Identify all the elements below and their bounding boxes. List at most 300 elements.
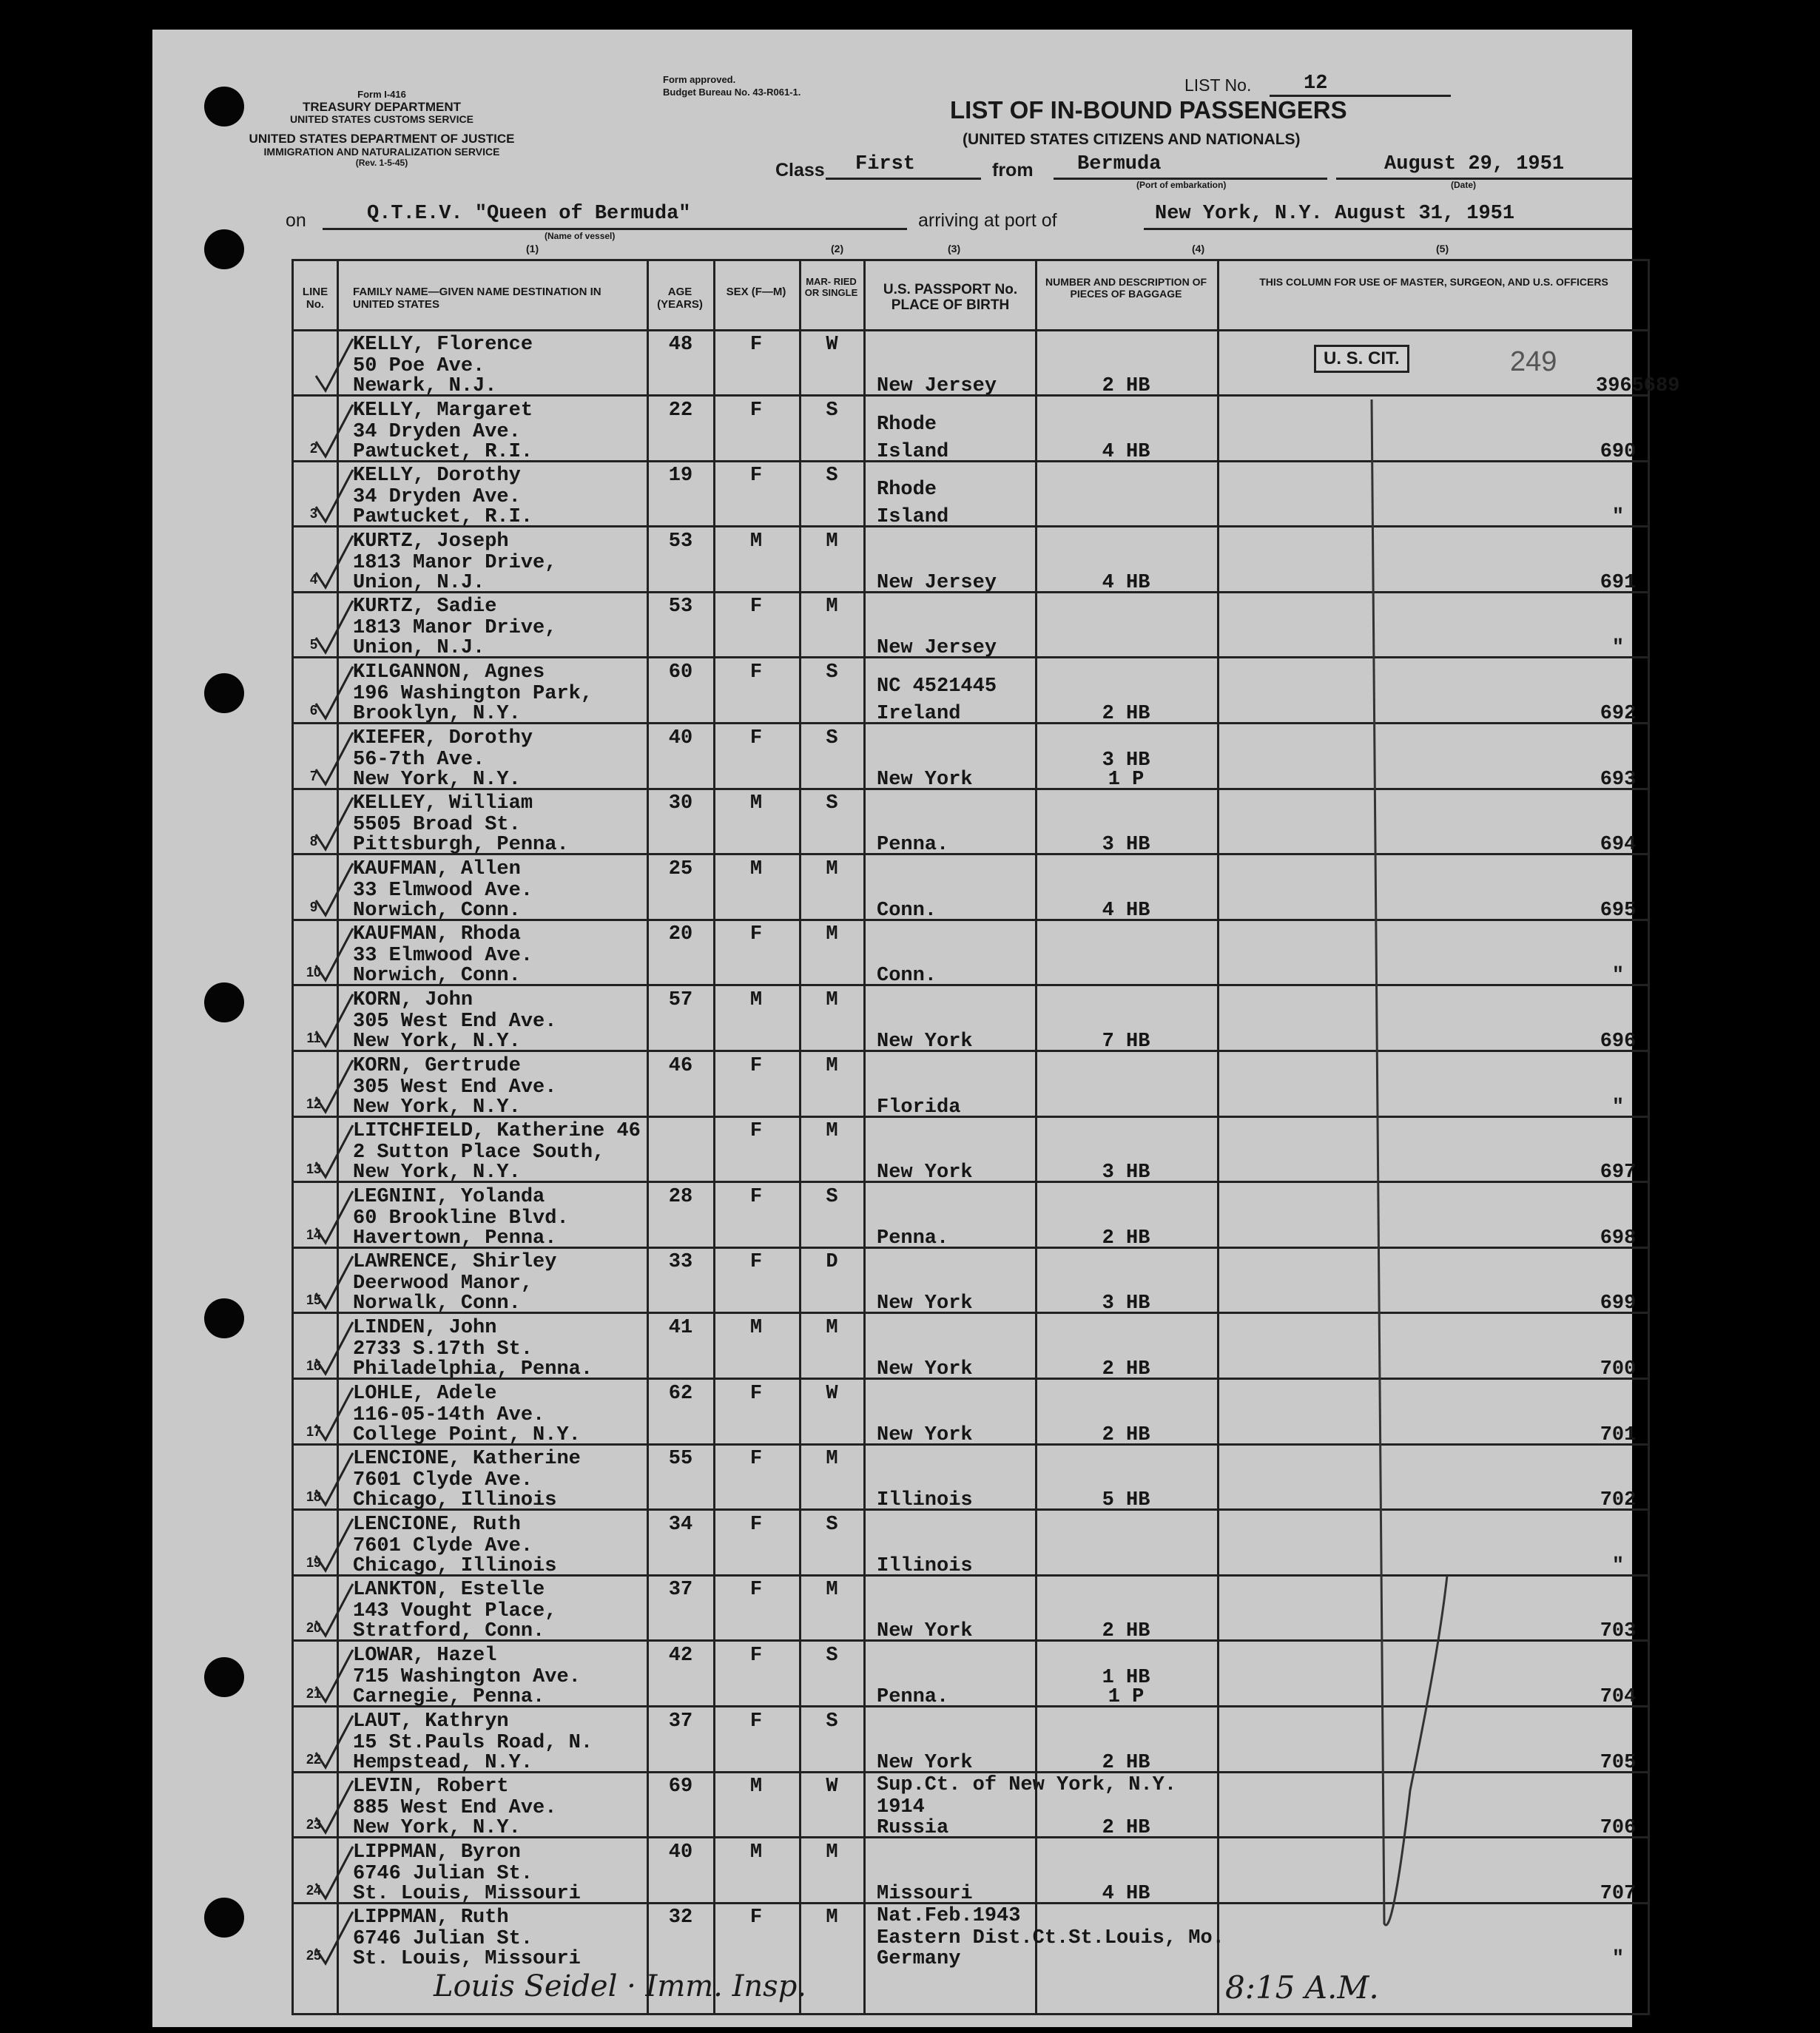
cell-pp2: New Jersey: [877, 637, 997, 660]
cell-addr2: New York, N.Y.: [353, 1162, 521, 1184]
cell-pp-mid: 1914: [877, 1796, 925, 1819]
cell-age: 53: [668, 596, 693, 618]
list-title: LIST OF IN-BOUND PASSENGERS: [950, 96, 1347, 124]
cell-marital: W: [826, 1382, 838, 1405]
cell-addr1: 116-05-14th Ave.: [353, 1403, 545, 1426]
cell-addr2: Union, N.J.: [353, 571, 485, 594]
col-index-2: (2): [831, 243, 844, 254]
cell-age: 62: [668, 1382, 693, 1405]
cell-officer: 697: [1600, 1162, 1637, 1184]
cell-marital: S: [826, 1185, 838, 1208]
cell-marital: M: [826, 989, 838, 1011]
cell-bag2: 5 HB: [1102, 1489, 1150, 1512]
cell-name: KELLY, Dorothy: [353, 465, 521, 488]
cell-addr1: 50 Poe Ave.: [353, 355, 485, 377]
arriving-label: arriving at port of: [918, 210, 1057, 231]
vessel-name: Q.T.E.V. "Queen of Bermuda": [367, 203, 691, 225]
cell-marital: M: [826, 1841, 838, 1864]
cell-line: 13: [306, 1162, 322, 1177]
cell-bag2: 2 HB: [1102, 1227, 1150, 1250]
check-mark-icon: [312, 1252, 357, 1312]
cell-pp2: Illinois: [877, 1554, 973, 1577]
cell-sex: M: [749, 1317, 763, 1339]
cell-addr2: Carnegie, Penna.: [353, 1686, 545, 1708]
check-mark-icon: [312, 466, 357, 525]
cell-addr1: 2733 S.17th St.: [353, 1338, 533, 1361]
cell-addr2: Philadelphia, Penna.: [353, 1358, 593, 1380]
check-mark-icon: [312, 597, 357, 656]
cell-marital: M: [826, 1120, 838, 1143]
cell-officer: 690: [1600, 440, 1637, 463]
from-label: from: [992, 160, 1034, 181]
cell-addr1: 1813 Manor Drive,: [353, 617, 557, 640]
cell-name: LEGNINI, Yolanda: [353, 1185, 545, 1208]
header-passport: U.S. PASSPORT No. PLACE OF BIRTH: [883, 282, 1018, 313]
cell-name: LENCIONE, Ruth: [353, 1513, 521, 1536]
cell-addr2: Stratford, Conn.: [353, 1620, 545, 1643]
header-name: FAMILY NAME—GIVEN NAME DESTINATION IN UNITED STATES: [353, 286, 601, 311]
treasury-department: TREASURY DEPARTMENT: [302, 100, 462, 114]
cell-pp2: Island: [877, 506, 949, 529]
binder-hole: [204, 1898, 244, 1938]
cell-marital: S: [826, 399, 838, 422]
binder-hole: [204, 982, 244, 1022]
check-mark-icon: [312, 1515, 357, 1574]
check-mark-icon: [312, 860, 357, 919]
cell-sex: F: [749, 1120, 763, 1143]
cell-age: 40: [668, 1841, 693, 1864]
cell-officer: 704: [1600, 1686, 1637, 1708]
cell-pp2: Conn.: [877, 965, 937, 988]
cell-bag2: 2 HB: [1102, 1358, 1150, 1380]
from-value: Bermuda: [1077, 153, 1162, 175]
cell-pp2: New York: [877, 1751, 973, 1774]
check-mark-icon: [312, 925, 357, 984]
cell-pp2: New York: [877, 1031, 973, 1053]
cell-age: 25: [668, 857, 693, 880]
cell-name: KAUFMAN, Allen: [353, 857, 521, 880]
cell-pp2: New Jersey: [877, 571, 997, 594]
check-mark-icon: [312, 1449, 357, 1508]
cell-bag2: 2 HB: [1102, 1817, 1150, 1840]
cell-marital: M: [826, 530, 838, 553]
cell-line: 16: [306, 1358, 322, 1373]
port-caption: (Port of embarkation): [1136, 180, 1227, 190]
cell-addr2: Pawtucket, R.I.: [353, 506, 533, 529]
cell-addr1: 5505 Broad St.: [353, 814, 521, 837]
cell-officer: 696: [1600, 1031, 1637, 1053]
cell-pp2: Conn.: [877, 899, 937, 922]
cell-sex: F: [749, 1251, 763, 1274]
cell-age: 42: [668, 1645, 693, 1667]
cell-name: KURTZ, Joseph: [353, 530, 509, 553]
pen-mark-line: [1336, 385, 1484, 1997]
cell-age: 40: [668, 726, 693, 749]
cell-addr1: 6746 Julian St.: [353, 1928, 533, 1951]
cell-marital: M: [826, 1579, 838, 1602]
cell-pp2: New York: [877, 1292, 973, 1315]
list-no-value: 12: [1304, 73, 1328, 95]
cell-addr2: New York, N.Y.: [353, 1031, 521, 1053]
cell-pp2: Russia: [877, 1817, 949, 1840]
class-value: First: [855, 153, 916, 175]
check-mark-icon: [312, 1646, 357, 1705]
check-mark-icon: [312, 1318, 357, 1378]
cell-marital: S: [826, 792, 838, 815]
cell-pp2: New Jersey: [877, 375, 997, 397]
header-sex: SEX (F—M): [726, 286, 786, 298]
cell-sex: F: [749, 1906, 763, 1929]
cell-addr1: 15 St.Pauls Road, N.: [353, 1731, 593, 1754]
cell-bag2: 4 HB: [1102, 571, 1150, 594]
department-of-justice: UNITED STATES DEPARTMENT OF JUSTICE: [249, 132, 515, 146]
cell-age: 48: [668, 334, 693, 356]
cell-age: 37: [668, 1710, 693, 1733]
cell-officer: 701: [1600, 1423, 1637, 1446]
cell-marital: M: [826, 596, 838, 618]
inspection-time: 8:15 A.M.: [1225, 1969, 1379, 2006]
cell-bag2: 1 P: [1108, 768, 1145, 791]
cell-marital: M: [826, 923, 838, 946]
cell-line: 11: [306, 1031, 321, 1045]
cell-pp2: Florida: [877, 1096, 961, 1119]
cell-age: 33: [668, 1251, 693, 1274]
cell-name: LAUT, Kathryn: [353, 1710, 509, 1733]
cell-addr1: 2 Sutton Place South,: [353, 1142, 605, 1164]
cell-age: 37: [668, 1579, 693, 1602]
cell-addr1: 7601 Clyde Ave.: [353, 1534, 533, 1557]
cell-age: 30: [668, 792, 693, 815]
cell-age: 55: [668, 1448, 693, 1471]
form-number: Form I-416: [357, 89, 406, 100]
cell-addr2: Norwich, Conn.: [353, 899, 521, 922]
cell-addr1: 7601 Clyde Ave.: [353, 1469, 533, 1492]
cell-officer: 703: [1600, 1620, 1637, 1643]
cell-addr1: 143 Vought Place,: [353, 1600, 557, 1623]
cell-name: LIPPMAN, Byron: [353, 1841, 521, 1864]
cell-marital: M: [826, 1054, 838, 1077]
cell-line: 7: [309, 768, 317, 783]
cell-line: 19: [306, 1554, 322, 1570]
check-mark-icon: [312, 991, 357, 1050]
cell-officer: ": [1611, 637, 1625, 660]
cell-bag2: 2 HB: [1102, 1423, 1150, 1446]
cell-marital: M: [826, 1317, 838, 1339]
cell-marital: W: [826, 334, 838, 356]
cell-line: 18: [306, 1489, 322, 1505]
cell-marital: S: [826, 726, 838, 749]
cell-officer: 699: [1600, 1292, 1637, 1315]
cell-age: 19: [668, 465, 693, 488]
cell-sex: F: [749, 923, 763, 946]
cell-age: 60: [668, 661, 693, 684]
on-label: on: [286, 210, 306, 231]
cell-sex: M: [749, 1776, 763, 1798]
cell-line: 4: [309, 571, 317, 587]
cell-name: LITCHFIELD, Katherine 46: [353, 1120, 641, 1143]
cell-pp1: NC 4521445: [877, 675, 997, 698]
cell-sex: M: [749, 989, 763, 1011]
cell-line: 21: [306, 1686, 322, 1701]
cell-pp2: Island: [877, 440, 949, 463]
cell-addr1: 196 Washington Park,: [353, 683, 593, 705]
cell-addr2: Norwich, Conn.: [353, 965, 521, 988]
cell-addr1: 56-7th Ave.: [353, 748, 485, 771]
cell-marital: S: [826, 1710, 838, 1733]
cell-officer: 691: [1600, 571, 1637, 594]
cell-addr1: 305 West End Ave.: [353, 1076, 557, 1099]
cell-name: KURTZ, Sadie: [353, 596, 497, 618]
cell-addr2: Chicago, Illinois: [353, 1489, 557, 1512]
cell-addr2: Chicago, Illinois: [353, 1554, 557, 1577]
cell-sex: M: [749, 1841, 763, 1864]
cell-addr1: 6746 Julian St.: [353, 1862, 533, 1885]
check-mark-icon: [312, 1056, 357, 1116]
check-mark-icon: [312, 335, 357, 394]
check-mark-icon: [312, 1122, 357, 1181]
check-mark-icon: [312, 663, 357, 722]
document-page: [152, 30, 1680, 2027]
binder-hole: [204, 87, 244, 127]
inspector-signature: Louis Seidel · Imm. Insp.: [434, 1969, 807, 2003]
cell-name: KELLEY, William: [353, 792, 533, 815]
cell-line: 17: [306, 1423, 322, 1439]
cell-pp1: Sup.Ct. of New York, N.Y.: [877, 1774, 1177, 1797]
cell-age: 32: [668, 1906, 693, 1929]
cell-line: 9: [309, 899, 317, 914]
cell-bag2: 2 HB: [1102, 375, 1150, 397]
cell-line: 22: [306, 1751, 322, 1767]
cell-addr1: 33 Elmwood Ave.: [353, 945, 533, 968]
cell-line: 23: [306, 1817, 322, 1833]
cell-bag2: 1 P: [1108, 1686, 1145, 1708]
cell-name: LEVIN, Robert: [353, 1776, 509, 1798]
cell-line: 3: [309, 506, 317, 522]
cell-addr2: Pawtucket, R.I.: [353, 440, 533, 463]
binder-hole: [204, 1298, 244, 1338]
cell-pp1: Rhode: [877, 479, 937, 502]
cell-age: 53: [668, 530, 693, 553]
cell-sex: F: [749, 465, 763, 488]
cell-line: 20: [306, 1620, 322, 1636]
cell-bag2: 2 HB: [1102, 703, 1150, 725]
check-mark-icon: [312, 1384, 357, 1443]
budget-bureau: Budget Bureau No. 43-R061-1.: [663, 87, 801, 98]
cell-pp2: New York: [877, 768, 973, 791]
cell-line: 25: [306, 1948, 322, 1963]
revision: (Rev. 1-5-45): [355, 158, 408, 168]
cell-age: 28: [668, 1185, 693, 1208]
cell-pp2: New York: [877, 1162, 973, 1184]
cell-pp2: Penna.: [877, 1227, 949, 1250]
header-age: AGE (YEARS): [657, 286, 703, 311]
cell-line: 6: [309, 703, 317, 718]
cell-officer: 694: [1600, 834, 1637, 857]
us-cit-stamp: U. S. CIT.: [1314, 345, 1409, 373]
cell-name: KAUFMAN, Rhoda: [353, 923, 521, 946]
cell-marital: D: [826, 1251, 838, 1274]
cell-age: 46: [668, 1054, 693, 1077]
vessel-caption: (Name of vessel): [545, 231, 616, 241]
cell-addr2: Hempstead, N.Y.: [353, 1751, 533, 1774]
cell-bag2: 3 HB: [1102, 834, 1150, 857]
cell-pp2: Ireland: [877, 703, 961, 725]
cell-bag2: 4 HB: [1102, 899, 1150, 922]
check-mark-icon: [312, 729, 357, 788]
cell-name: LOWAR, Hazel: [353, 1645, 497, 1667]
cell-bag2: 7 HB: [1102, 1031, 1150, 1053]
cell-officer: ": [1611, 1096, 1625, 1119]
cell-officer: ": [1611, 1554, 1625, 1577]
cell-marital: S: [826, 1513, 838, 1536]
cell-addr1: 305 West End Ave.: [353, 1011, 557, 1033]
cell-bag1: 3 HB: [1102, 749, 1150, 772]
col-index-5: (5): [1436, 243, 1449, 254]
cell-officer: 702: [1600, 1489, 1637, 1512]
date-caption: (Date): [1451, 180, 1477, 190]
cell-sex: F: [749, 661, 763, 684]
cell-name: KELLY, Margaret: [353, 399, 533, 422]
check-mark-icon: [312, 1580, 357, 1639]
list-subtitle: (UNITED STATES CITIZENS AND NATIONALS): [963, 131, 1301, 148]
check-mark-icon: [312, 1712, 357, 1771]
cell-name: LINDEN, John: [353, 1317, 497, 1339]
cell-officer: ": [1611, 1948, 1625, 1971]
customs-service: UNITED STATES CUSTOMS SERVICE: [290, 113, 473, 125]
cell-officer: ": [1611, 506, 1625, 529]
cell-age: 20: [668, 923, 693, 946]
cell-sex: F: [749, 1054, 763, 1077]
binder-hole: [204, 229, 244, 269]
immigration-service: IMMIGRATION AND NATURALIZATION SERVICE: [263, 146, 500, 158]
cell-sex: F: [749, 399, 763, 422]
cell-addr2: St. Louis, Missouri: [353, 1948, 581, 1971]
cell-officer: 705: [1600, 1751, 1637, 1774]
cell-name: KILGANNON, Agnes: [353, 661, 545, 684]
check-mark-icon: [312, 401, 357, 460]
cell-sex: F: [749, 1645, 763, 1667]
cell-name: KELLY, Florence: [353, 334, 533, 356]
cell-age: 57: [668, 989, 693, 1011]
cell-name: KORN, Gertrude: [353, 1054, 521, 1077]
cell-pp2: Germany: [877, 1948, 961, 1971]
cell-bag2: 2 HB: [1102, 1751, 1150, 1774]
cell-sex: F: [749, 596, 763, 618]
check-mark-icon: [312, 1843, 357, 1902]
cell-sex: F: [749, 1513, 763, 1536]
cell-pp-mid: Eastern Dist.Ct.St.Louis, Mo.: [877, 1927, 1224, 1950]
cell-line: 2: [309, 440, 317, 456]
cell-officer: 692: [1600, 703, 1637, 725]
cell-marital: M: [826, 1448, 838, 1471]
cell-line: 10: [306, 965, 322, 980]
cell-bag2: 3 HB: [1102, 1292, 1150, 1315]
cell-pp1: Nat.Feb.1943: [877, 1905, 1021, 1928]
cell-sex: F: [749, 334, 763, 356]
cell-bag2: 2 HB: [1102, 1620, 1150, 1643]
check-mark-icon: [312, 1187, 357, 1247]
cell-officer: 695: [1600, 899, 1637, 922]
cell-addr1: Deerwood Manor,: [353, 1272, 533, 1295]
cell-name: LOHLE, Adele: [353, 1382, 497, 1405]
cell-pp2: Penna.: [877, 1686, 949, 1708]
cell-addr1: 885 West End Ave.: [353, 1797, 557, 1820]
cell-officer: 707: [1600, 1882, 1637, 1905]
cell-addr2: New York, N.Y.: [353, 768, 521, 791]
cell-age: 69: [668, 1776, 693, 1798]
cell-addr2: College Point, N.Y.: [353, 1423, 581, 1446]
cell-addr2: St. Louis, Missouri: [353, 1882, 581, 1905]
binder-hole: [204, 673, 244, 713]
cell-name: LAWRENCE, Shirley: [353, 1251, 557, 1274]
cell-name: KIEFER, Dorothy: [353, 726, 533, 749]
cell-officer: 693: [1600, 768, 1637, 791]
cell-pp2: Penna.: [877, 834, 949, 857]
check-mark-icon: [312, 794, 357, 853]
cell-marital: S: [826, 661, 838, 684]
cell-sex: F: [749, 1185, 763, 1208]
page-number: 249: [1510, 346, 1557, 377]
cell-line: 5: [309, 637, 317, 653]
cell-name: LENCIONE, Katherine: [353, 1448, 581, 1471]
cell-addr2: Brooklyn, N.Y.: [353, 703, 521, 725]
cell-bag1: 1 HB: [1102, 1667, 1150, 1689]
cell-officer: 698: [1600, 1227, 1637, 1250]
cell-marital: S: [826, 465, 838, 488]
cell-addr1: 34 Dryden Ave.: [353, 420, 521, 443]
cell-officer: ": [1611, 965, 1625, 988]
cell-bag2: 4 HB: [1102, 440, 1150, 463]
cell-pp1: Rhode: [877, 413, 937, 436]
arrival-port: New York, N.Y. August 31, 1951: [1155, 203, 1515, 225]
cell-bag2: 4 HB: [1102, 1882, 1150, 1905]
cell-sex: M: [749, 857, 763, 880]
cell-officer: 706: [1600, 1817, 1637, 1840]
cell-addr1: 33 Elmwood Ave.: [353, 879, 533, 902]
cell-name: KORN, John: [353, 989, 473, 1011]
cell-line: 14: [306, 1227, 322, 1242]
cell-marital: S: [826, 1645, 838, 1667]
cell-sex: M: [749, 792, 763, 815]
col-index-3: (3): [948, 243, 961, 254]
cell-line: 24: [306, 1882, 322, 1898]
cell-addr2: Norwalk, Conn.: [353, 1292, 521, 1315]
cell-marital: W: [826, 1776, 838, 1798]
cell-officer: 3965689: [1596, 375, 1680, 397]
cell-name: LIPPMAN, Ruth: [353, 1906, 509, 1929]
binder-hole: [204, 1657, 244, 1697]
cell-line: 15: [306, 1292, 322, 1308]
header-baggage: NUMBER AND DESCRIPTION OF PIECES OF BAGGAGE: [1045, 276, 1207, 300]
cell-bag2: 3 HB: [1102, 1162, 1150, 1184]
cell-sex: F: [749, 1710, 763, 1733]
cell-pp2: New York: [877, 1423, 973, 1446]
cell-addr1: 34 Dryden Ave.: [353, 486, 521, 509]
cell-sex: F: [749, 726, 763, 749]
cell-sex: F: [749, 1448, 763, 1471]
cell-addr1: 60 Brookline Blvd.: [353, 1207, 569, 1230]
check-mark-icon: [312, 532, 357, 591]
col-index-1: (1): [526, 243, 539, 254]
cell-addr2: New York, N.Y.: [353, 1817, 521, 1840]
cell-officer: 700: [1600, 1358, 1637, 1380]
cell-pp2: Missouri: [877, 1882, 973, 1905]
cell-name: LANKTON, Estelle: [353, 1579, 545, 1602]
form-approved: Form approved.: [663, 74, 736, 85]
cell-addr2: Havertown, Penna.: [353, 1227, 557, 1250]
cell-line: 12: [306, 1096, 322, 1111]
cell-addr2: Newark, N.J.: [353, 375, 497, 397]
